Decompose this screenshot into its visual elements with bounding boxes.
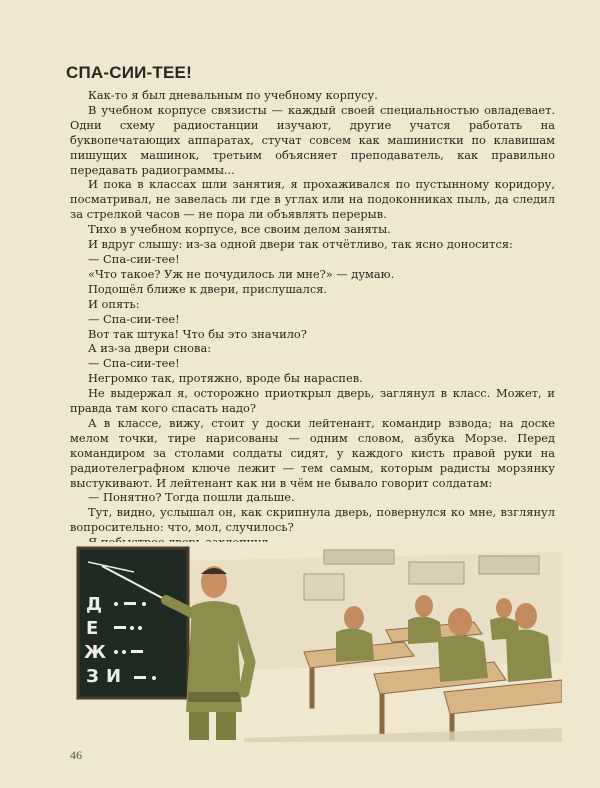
story-title: СПА-СИИ-ТЕЕ!: [66, 63, 192, 82]
paragraph: Вот так штука! Что бы это значило?: [88, 326, 307, 341]
paragraph: Тут, видно, услышал он, как скрипнула дверь, повернулся ко мне, взглянул вопросительно: что, мол, случилось?: [70, 505, 555, 535]
paragraph: Как-то я был дневальным по учебному корпусу.: [88, 88, 378, 102]
paragraph: Не выдержал я, осторожно приоткрыл дверь, заглянул в класс. Может, и правда там кого спасать надо?: [70, 386, 555, 416]
paragraph: — Спа-сии-тее!: [88, 311, 180, 326]
paragraph: «Что такое? Уж не почудилось ли мне?» — думаю.: [88, 266, 395, 281]
blackboard-letter: З: [86, 666, 99, 687]
paragraph: — Спа-сии-тее!: [88, 251, 180, 266]
paragraph: И пока в классах шли занятия, я прохаживался по пустынному коридору, посматривал, не завелась ли где в углах или на подоконниках пыль, да следил за стрелкой часов — не пора ли объявлять перерыв.: [70, 177, 555, 222]
paragraph: Негромко так, протяжно, вроде бы нараспев.: [88, 371, 363, 386]
blackboard: [78, 548, 188, 698]
page-number: 46: [70, 748, 82, 762]
blackboard-letter: Ж: [84, 642, 107, 663]
paragraph: А в классе, вижу, стоит у доски лейтенант, командир взвода; на доске мелом точки, тире нарисованы — одним словом, азбука Морзе. Перед командиром за столами солдаты сидят, у каждого кисть правой руки на радиотелеграфном ключе лежит — тем самым, которым радисты морзянку выстукивают. И лейтенант как ни в чём не бывало говорит солдатам:: [70, 415, 555, 490]
paragraph: — Спа-сии-тее!: [88, 356, 180, 371]
paragraph: А из-за двери снова:: [88, 341, 212, 356]
blackboard-letter: И: [106, 666, 122, 687]
paragraph: И опять:: [88, 296, 140, 311]
blackboard-letter: Е: [86, 618, 99, 639]
paragraph: Тихо в учебном корпусе, все своим делом заняты.: [88, 222, 391, 237]
paragraph: — Понятно? Тогда пошли дальше.: [88, 490, 295, 505]
classroom-illustration: [74, 542, 562, 742]
paragraph: В учебном корпусе связисты — каждый своей специальностью овладевает. Одни схему радиостанции изучают, другие учатся работать на буквопечатающих аппаратах, стучат совсем как машинистки по клавишам пишущих машинок, третьим объясняет преподаватель, как правильно передавать радиограммы...: [70, 102, 555, 177]
paragraph: Подошёл ближе к двери, прислушался.: [88, 281, 328, 296]
blackboard-letter: Д: [86, 594, 103, 615]
paragraph: И вдруг слышу: из-за одной двери так отчётливо, так ясно доносится:: [88, 237, 513, 252]
story-text: [70, 88, 555, 565]
